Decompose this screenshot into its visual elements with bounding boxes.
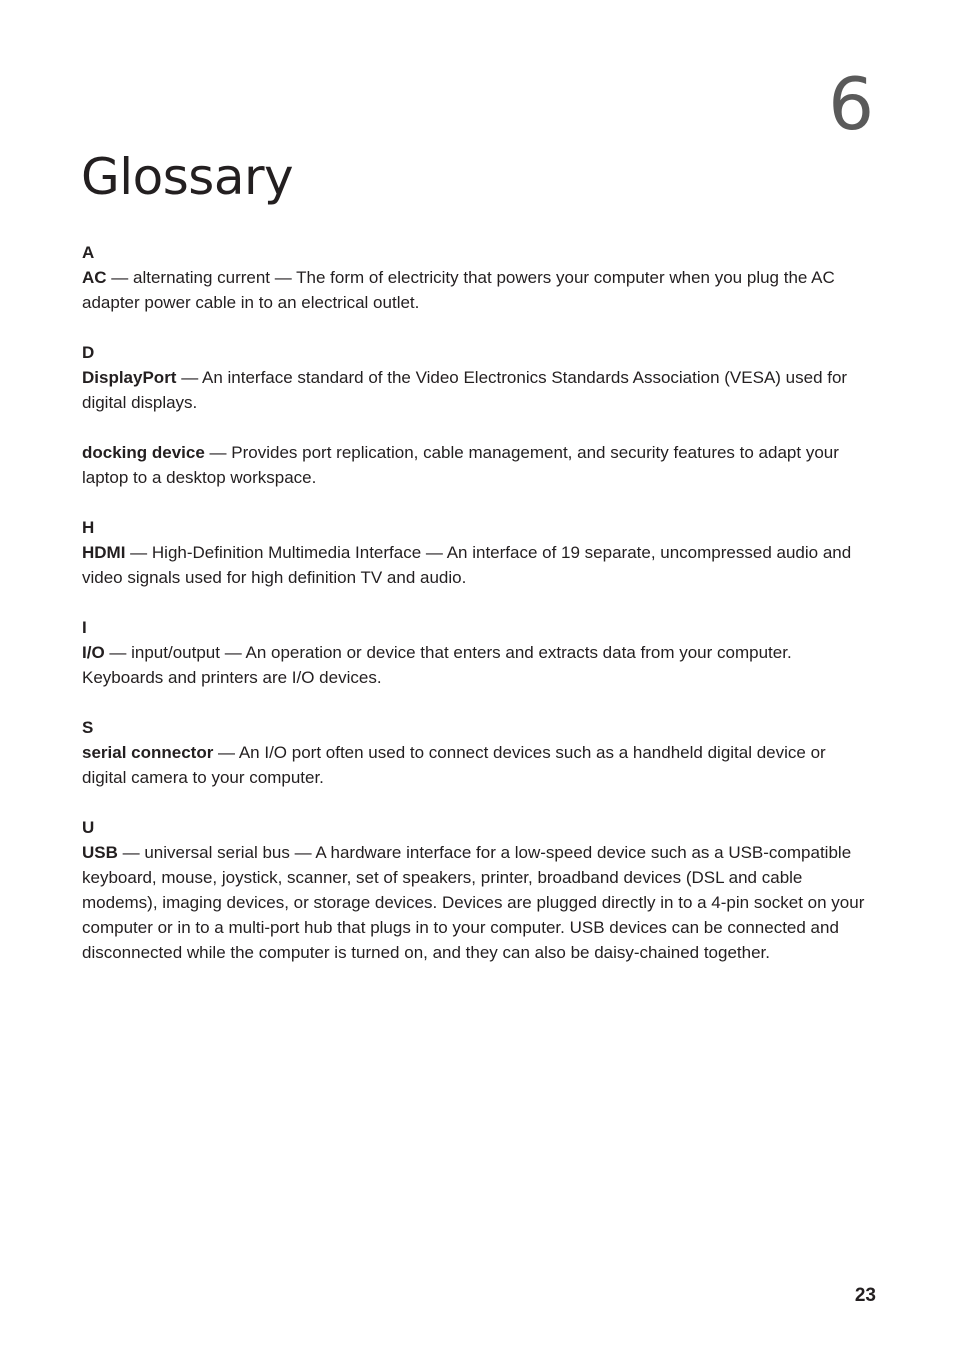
entry-term: I/O xyxy=(82,643,105,662)
entry-term: HDMI xyxy=(82,543,126,562)
glossary-section-a xyxy=(82,240,872,315)
glossary-entry-ac xyxy=(82,265,872,315)
glossary-section-i xyxy=(82,615,872,690)
section-letter: H xyxy=(82,518,95,537)
entry-term: DisplayPort xyxy=(82,368,177,387)
entry-definition: — An interface standard of the Video Electronics Standards Association (VESA) used for digital displays. xyxy=(82,368,848,412)
glossary-section-s xyxy=(82,715,872,790)
chapter-number: 6 xyxy=(828,62,874,146)
glossary-section-d xyxy=(82,340,872,490)
glossary-section-u xyxy=(82,815,872,965)
glossary-entry-displayport xyxy=(82,365,872,415)
page-title: Glossary xyxy=(81,148,294,206)
entry-term: docking device xyxy=(82,443,205,462)
entry-definition: — alternating current — The form of electricity that powers your computer when you plug the AC adapter power cable in to an electrical outlet. xyxy=(82,268,835,312)
entry-definition: — Provides port replication, cable management, and security features to adapt your laptop to a desktop workspace. xyxy=(82,443,839,487)
glossary-content xyxy=(82,240,872,990)
page-number: 23 xyxy=(854,1285,876,1306)
glossary-section-h xyxy=(82,515,872,590)
entry-term: AC xyxy=(82,268,107,287)
section-letter: S xyxy=(82,718,94,737)
entry-definition: — An I/O port often used to connect devices such as a handheld digital device or digital camera to your computer. xyxy=(82,743,826,787)
entry-term: serial connector xyxy=(82,743,214,762)
glossary-entry-io xyxy=(82,640,872,690)
section-letter: D xyxy=(82,343,95,362)
entry-definition: — universal serial bus — A hardware interface for a low-speed device such as a USB-compatible keyboard, mouse, joystick, scanner, set of speakers, printer, broadband devices (DSL and cable modems), imaging devices, or storage devices. Devices are plugged directly in to a 4-pin socket on your computer or in to a multi-port hub that plugs in to your computer. USB devices can be connected and disconnected while the computer is turned on, and they can also be daisy-chained together. xyxy=(82,843,865,962)
entry-definition: — High-Definition Multimedia Interface — An interface of 19 separate, uncompressed audio and video signals used for high definition TV and audio. xyxy=(82,543,852,587)
entry-definition: — input/output — An operation or device that enters and extracts data from your computer. Keyboards and printers are I/O devices. xyxy=(82,643,792,687)
section-letter: U xyxy=(82,818,95,837)
entry-term: USB xyxy=(82,843,118,862)
glossary-entry-serial-connector xyxy=(82,740,872,790)
section-letter: I xyxy=(82,618,87,637)
glossary-entry-usb xyxy=(82,840,872,965)
glossary-entry-hdmi xyxy=(82,540,872,590)
section-letter: A xyxy=(82,243,95,262)
glossary-entry-docking-device xyxy=(82,440,872,490)
